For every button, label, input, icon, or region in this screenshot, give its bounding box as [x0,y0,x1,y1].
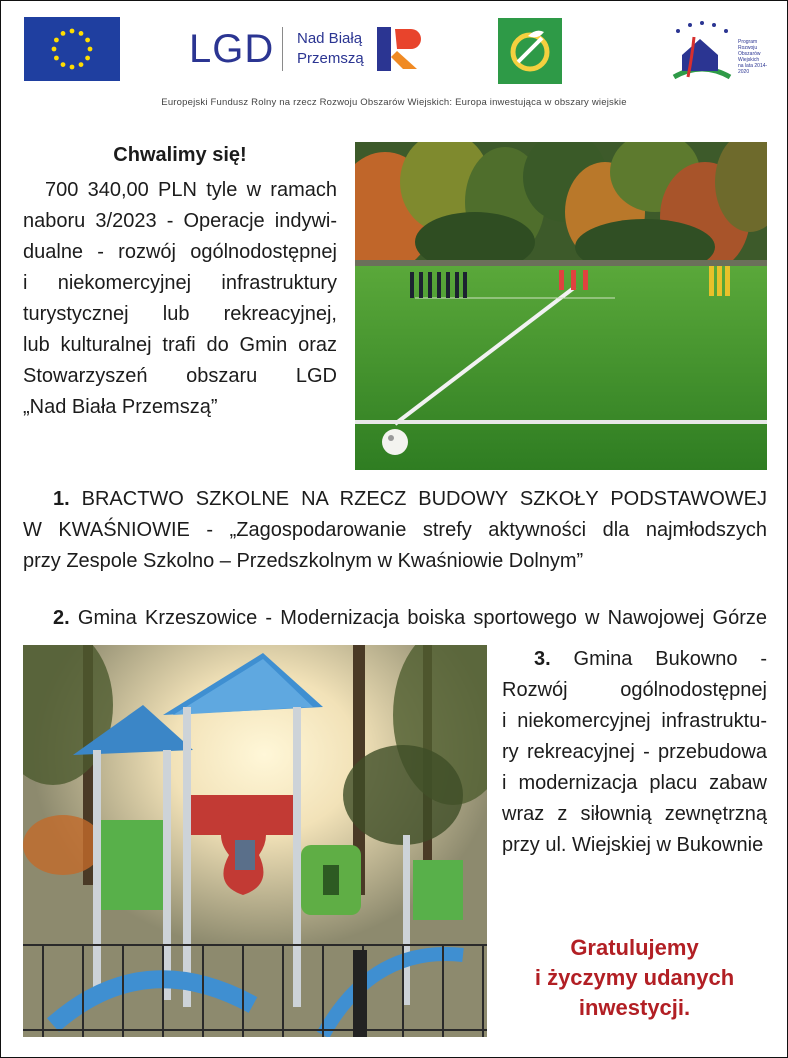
eu-flag-icon [24,17,120,81]
prow-line: Obszarów [738,51,761,57]
intro-line: naboru 3/2023 - Operacje indywi- [23,210,337,232]
item-1-number: 1. [53,488,70,510]
item-1-line: przy Zespole Szkolno – Przedszkolnym w Kwaśniowie Dolnym” [23,550,584,572]
leader-logo-icon [498,18,562,84]
prow-line: na lata 2014-2020 [738,63,768,75]
item-3-line: i modernizacja placu zabaw [502,772,767,794]
lgd-name [297,29,364,69]
intro-paragraph [23,175,337,423]
lgd-mark-icon [377,27,421,71]
intro-line: lub kulturalnej trafi do Gmin oraz [23,334,337,356]
item-3-line: przy ul. Wiejskiej w Bukownie [502,834,764,856]
item-3-line: wraz z siłownią zewnętrzną [502,803,767,825]
item-2-text: Gmina Krzeszowice - Modernizacja boiska sportowego w Nawojowej Górze [77,607,768,629]
item-3-number: 3. [534,648,551,670]
lgd-logo [189,25,425,75]
item-2 [23,603,767,634]
intro-line: „Nad Biała Przemszą” [23,396,218,418]
playground-photo [23,645,487,1037]
intro-line: dualne - rozwój ogólnodostępnej [23,241,337,263]
item-2-number: 2. [53,607,70,629]
item-2-line [23,603,767,634]
lgd-acronym: LGD [189,27,275,71]
lgd-separator [282,27,283,71]
lgd-name-line1: Nad Białą [297,30,363,47]
item-3 [502,644,767,861]
article-heading: Chwalimy się! [113,144,247,166]
item-3-line: ry rekreacyjnej - przebudowa [502,741,767,763]
prow-text [738,39,768,75]
item-1-text: BRACTWO SZKOLNE NA RZECZ BUDOWY SZKOŁY PODSTAWOWEJ [81,488,767,510]
item-3-line: Rozwój ogólnodostępnej [502,679,767,701]
item-1 [23,484,767,577]
funding-tagline: Europejski Fundusz Rolny na rzecz Rozwoju Obszarów Wiejskich: Europa inwestująca w obszary wiejskie [161,97,627,108]
congrats-line: inwestycji. [578,995,691,1020]
prow-logo-icon [668,17,768,83]
congratulations [502,933,767,1023]
item-3-line: i niekomercyjnej infrastruktu- [502,710,767,732]
prow-line: Program [738,39,758,45]
prow-line: Wiejskich [738,57,760,63]
item-1-line: W KWAŚNIOWIE - „Zagospodarowanie strefy aktywności dla najmłodszych [23,519,767,541]
intro-line: turystycznej lub rekreacyjnej, [23,303,337,325]
football-field-photo [355,142,767,470]
congrats-line: Gratulujemy [570,935,699,960]
intro-line: Stowarzyszeń obszaru LGD [23,365,337,387]
congrats-line: i życzymy udanych [534,965,735,990]
lgd-name-line2: Przemszą [297,50,364,67]
intro-line: 700 340,00 PLN tyle w ramach [45,179,337,201]
prow-line: Rozwoju [738,45,758,51]
item-3-text: Gmina Bukowno - [573,648,767,670]
item-3-line [502,644,767,675]
item-1-line [23,484,767,515]
intro-line: i niekomercyjnej infrastruktury [23,272,337,294]
